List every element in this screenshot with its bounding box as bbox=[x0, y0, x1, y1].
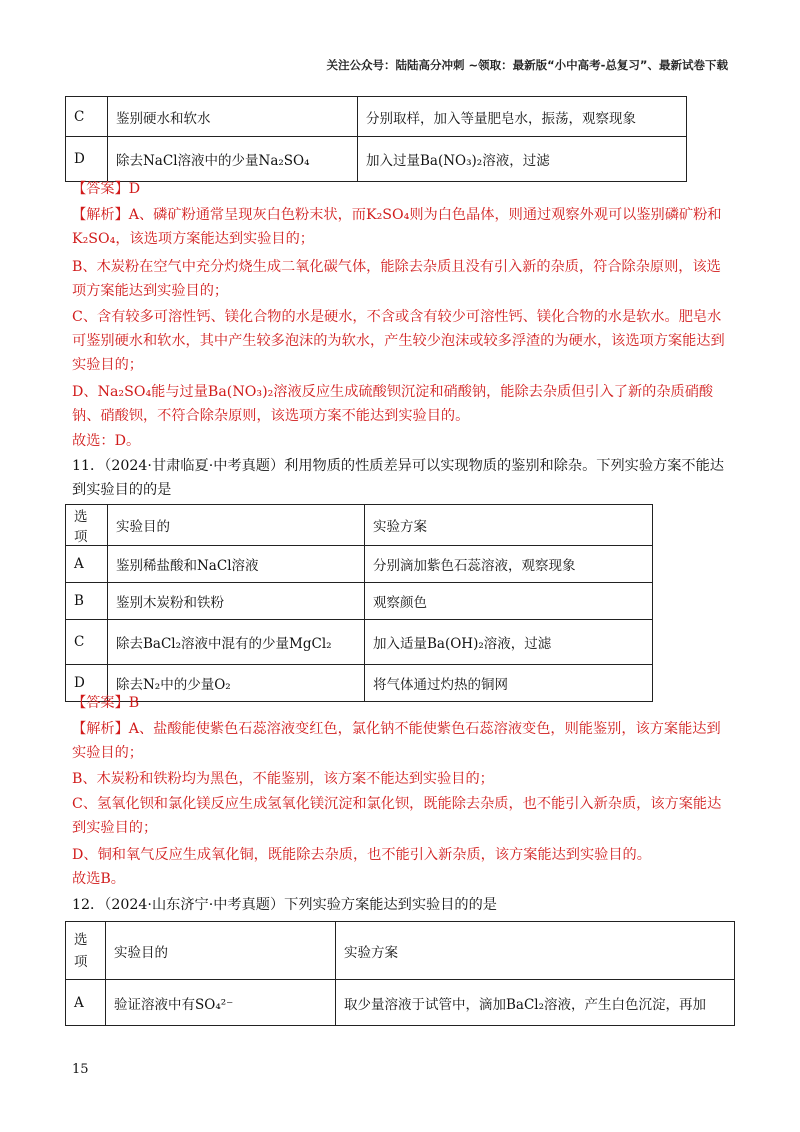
header-purpose: 实验目的 bbox=[108, 505, 365, 546]
table-cell-purpose: 除去NaCl溶液中的少量Na₂SO₄ bbox=[108, 137, 358, 182]
table-row bbox=[66, 980, 735, 1026]
page-header: 关注公众号：陆陆高分冲刺 ~领取：最新版“小中高考-总复习”、最新试卷下载 bbox=[326, 58, 728, 72]
experiment-table-continued bbox=[65, 96, 687, 182]
q12-table bbox=[65, 921, 735, 1026]
q10-analysis-a: 【解析】A、磷矿粉通常呈现灰白色粉末状，而K₂SO₄则为白色晶体，则通过观察外观可以鉴别磷矿粉和K₂SO₄，该选项方案能达到实验目的； bbox=[72, 207, 722, 247]
q10-answer: 【答案】D bbox=[72, 181, 141, 197]
header-option: 选项 bbox=[66, 505, 108, 546]
table-cell-option: C bbox=[66, 620, 108, 665]
table-cell-option: A bbox=[66, 546, 108, 583]
table-cell-plan: 取少量溶液于试管中，滴加BaCl₂溶液，产生白色沉淀，再加 bbox=[336, 980, 735, 1026]
header-option-line1: 选 bbox=[74, 931, 88, 948]
header-option-line2: 项 bbox=[74, 953, 88, 970]
table-cell-purpose: 除去N₂中的少量O₂ bbox=[108, 665, 365, 702]
q11-analysis-a: 【解析】A、盐酸能使紫色石蕊溶液变红色，氯化钠不能使紫色石蕊溶液变色，则能鉴别，该方案能达到实验目的； bbox=[72, 721, 721, 761]
q10-analysis-c: C、含有较多可溶性钙、镁化合物的水是硬水，不含或含有较少可溶性钙、镁化合物的水是软水。肥皂水可鉴别硬水和软水，其中产生较多泡沫的为软水，产生较少泡沫或较多浮渣的为硬水，该选项方案能达到实验目的； bbox=[72, 309, 725, 373]
q11-question: 11．（2024·甘肃临夏·中考真题）利用物质的性质差异可以实现物质的鉴别和除杂。下列实验方案不能达到实验目的的是 bbox=[72, 458, 724, 498]
q10-conclusion: 故选：D。 bbox=[72, 433, 141, 449]
table-row bbox=[66, 583, 653, 620]
q11-analysis-b: B、木炭粉和铁粉均为黑色，不能鉴别，该方案不能达到实验目的； bbox=[72, 771, 494, 787]
table-cell-plan: 加入适量Ba(OH)₂溶液，过滤 bbox=[365, 620, 653, 665]
q11-answer: 【答案】B bbox=[72, 695, 140, 711]
table-cell-plan: 加入过量Ba(NO₃)₂溶液，过滤 bbox=[358, 137, 687, 182]
q10-analysis-d: D、Na₂SO₄能与过量Ba(NO₃)₂溶液反应生成硫酸钡沉淀和硝酸钠，能除去杂质但引入了新的杂质硝酸钠、硝酸钡，不符合除杂原则，该选项方案不能达到实验目的。 bbox=[72, 384, 714, 424]
q11-table bbox=[65, 504, 653, 702]
q11-analysis-c: C、氢氧化钡和氯化镁反应生成氢氧化镁沉淀和氯化钡，既能除去杂质，也不能引入新杂质，该方案能达到实验目的； bbox=[72, 796, 722, 836]
table-row bbox=[66, 137, 687, 182]
table-row bbox=[66, 546, 653, 583]
table-cell-purpose: 鉴别稀盐酸和NaCl溶液 bbox=[108, 546, 365, 583]
header-plan: 实验方案 bbox=[365, 505, 653, 546]
page-number: 15 bbox=[72, 1062, 89, 1077]
table-cell-plan: 分别滴加紫色石蕊溶液，观察现象 bbox=[365, 546, 653, 583]
table-cell-purpose: 验证溶液中有SO₄²⁻ bbox=[106, 980, 336, 1026]
table-cell-plan: 观察颜色 bbox=[365, 583, 653, 620]
q11-analysis-d: D、铜和氧气反应生成氧化铜，既能除去杂质，也不能引入新杂质，该方案能达到实验目的。 bbox=[72, 847, 651, 863]
table-header-row bbox=[66, 922, 735, 980]
table-cell-purpose: 鉴别木炭粉和铁粉 bbox=[108, 583, 365, 620]
q10-analysis-b: B、木炭粉在空气中充分灼烧生成二氧化碳气体，能除去杂质且没有引入新的杂质，符合除杂原则，该选项方案能达到实验目的； bbox=[72, 259, 721, 299]
table-cell-purpose: 鉴别硬水和软水 bbox=[108, 97, 358, 137]
table-row bbox=[66, 97, 687, 137]
table-row bbox=[66, 620, 653, 665]
q11-conclusion: 故选B。 bbox=[72, 871, 125, 887]
table-cell-option: B bbox=[66, 583, 108, 620]
table-cell-option: D bbox=[66, 137, 108, 182]
table-header-row bbox=[66, 505, 653, 546]
table-cell-option: C bbox=[66, 97, 108, 137]
table-cell-option: D bbox=[66, 665, 108, 702]
table-cell-purpose: 除去BaCl₂溶液中混有的少量MgCl₂ bbox=[108, 620, 365, 665]
q12-question: 12．（2024·山东济宁·中考真题）下列实验方案能达到实验目的的是 bbox=[72, 897, 497, 913]
header-plan: 实验方案 bbox=[336, 922, 735, 980]
header-purpose: 实验目的 bbox=[106, 922, 336, 980]
table-cell-option: A bbox=[66, 980, 106, 1026]
table-cell-plan: 分别取样，加入等量肥皂水，振荡，观察现象 bbox=[358, 97, 687, 137]
header-option bbox=[66, 922, 106, 980]
table-cell-plan: 将气体通过灼热的铜网 bbox=[365, 665, 653, 702]
